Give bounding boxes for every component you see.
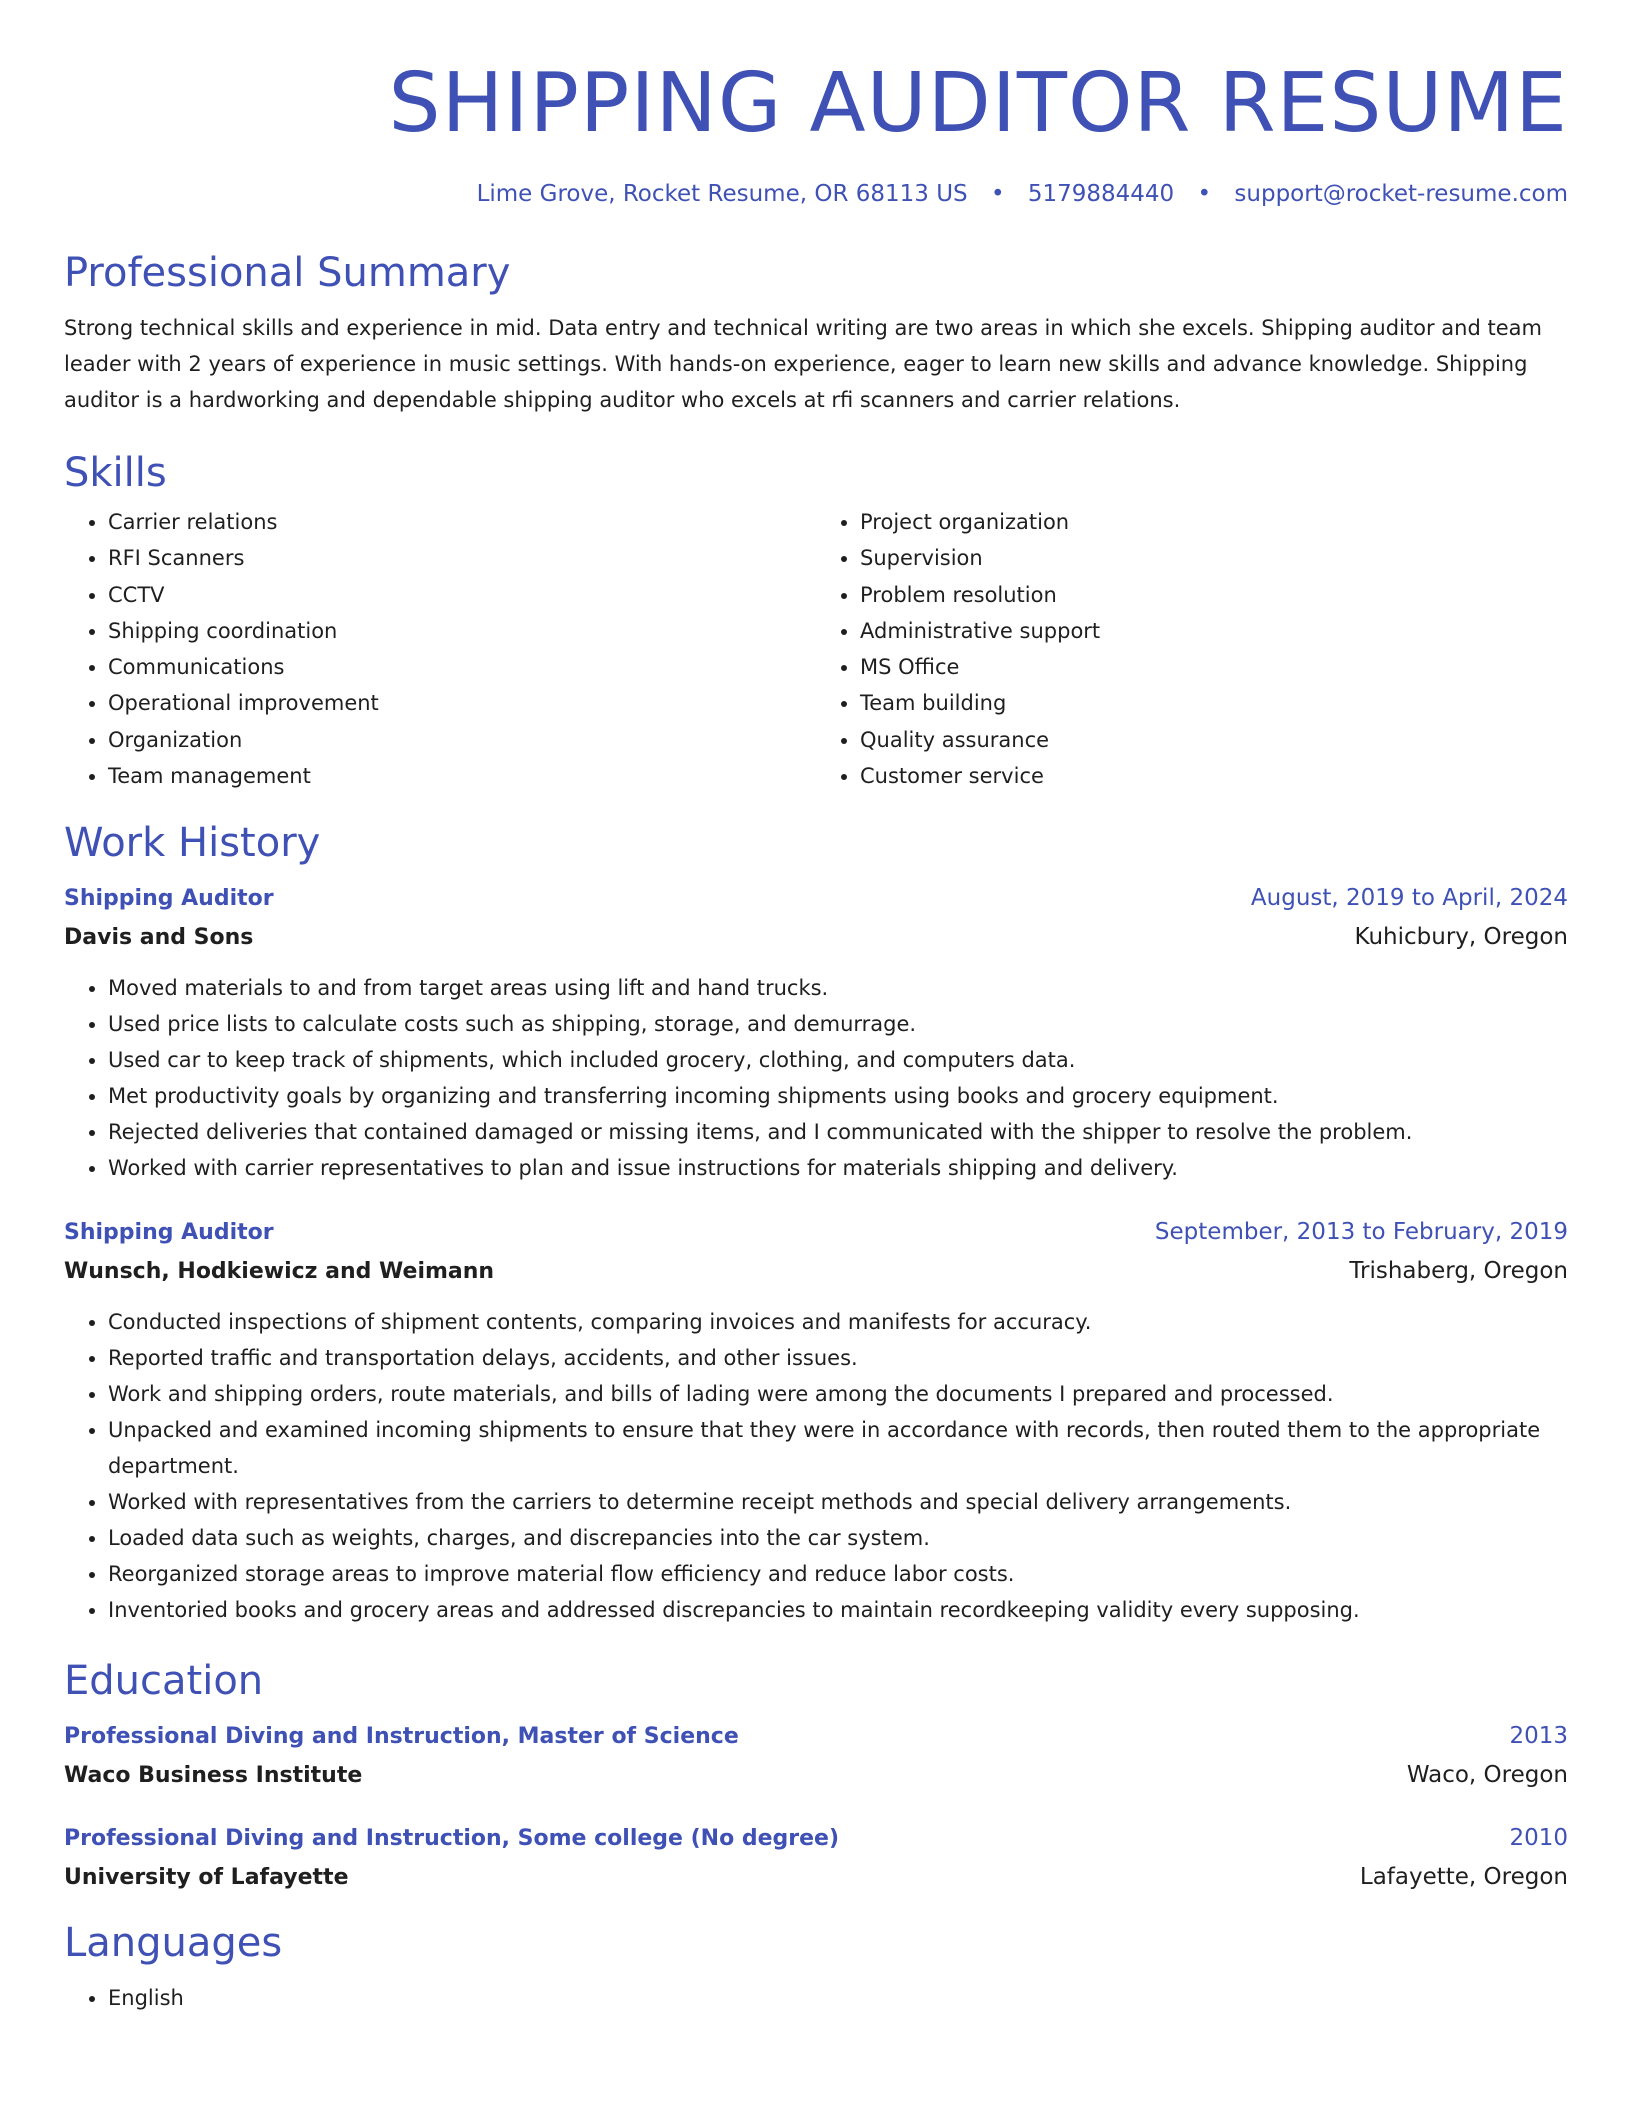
duty-item: • Rejected deliveries that contained damaged or missing items, and I communicated with the shipper to resolve the problem.: [108, 1114, 1568, 1150]
duty-item: • Inventoried books and grocery areas and addressed discrepancies to maintain recordkeeping validity every supposing.: [108, 1592, 1568, 1628]
work-entry-subheader: [64, 917, 1568, 958]
duty-item: • Conducted inspections of shipment contents, comparing invoices and manifests for accuracy.: [108, 1304, 1568, 1340]
degree-name: Professional Diving and Instruction, Some college (No degree): [64, 1826, 840, 1852]
skill-item: • Quality assurance: [860, 722, 1568, 758]
duty-item: • Loaded data such as weights, charges, and discrepancies into the car system.: [108, 1520, 1568, 1556]
job-duties: [64, 1304, 1568, 1628]
graduation-year: 2013: [1509, 1723, 1568, 1750]
company-name: Davis and Sons: [64, 925, 254, 951]
resume-title: SHIPPING AUDITOR RESUME: [388, 56, 1568, 151]
duty-item: • Moved materials to and from target areas using lift and hand trucks.: [108, 970, 1568, 1006]
skill-item: • MS Office: [860, 649, 1568, 685]
job-location: Trishaberg, Oregon: [1349, 1258, 1568, 1285]
skill-item: • Administrative support: [860, 613, 1568, 649]
contact-separator: •: [990, 181, 1005, 207]
education-entry: [64, 1718, 1568, 1796]
skill-item: • Problem resolution: [860, 577, 1568, 613]
skills-list-left: [64, 504, 816, 794]
contact-separator: •: [1197, 181, 1212, 207]
skill-item: • Customer service: [860, 758, 1568, 794]
work-entry-header: [64, 1214, 1568, 1251]
skills-list-right: [816, 504, 1568, 794]
education-entry: [64, 1820, 1568, 1898]
job-duties: [64, 970, 1568, 1186]
education-heading: Education: [64, 1658, 264, 1705]
work-entry-subheader: [64, 1251, 1568, 1292]
job-title: Shipping Auditor: [64, 886, 274, 912]
duty-item: • Work and shipping orders, route materials, and bills of lading were among the documents I prepared and processed.: [108, 1376, 1568, 1412]
skill-item: • Team building: [860, 685, 1568, 721]
duty-item: • Worked with representatives from the carriers to determine receipt methods and special delivery arrangements.: [108, 1484, 1568, 1520]
duty-item: • Used car to keep track of shipments, which included grocery, clothing, and computers data.: [108, 1042, 1568, 1078]
skill-item: • Team management: [108, 758, 816, 794]
work-entry-header: [64, 880, 1568, 917]
duty-item: • Unpacked and examined incoming shipments to ensure that they were in accordance with records, then routed them to the appropriate department.: [108, 1412, 1568, 1484]
job-dates: August, 2019 to April, 2024: [1250, 885, 1568, 912]
skills-columns: [64, 504, 1568, 794]
skill-item: • Organization: [108, 722, 816, 758]
summary-heading: Professional Summary: [64, 250, 511, 296]
duty-item: • Met productivity goals by organizing and transferring incoming shipments using books and grocery equipment.: [108, 1078, 1568, 1114]
language-item: • English: [108, 1980, 1568, 2016]
job-title: Shipping Auditor: [64, 1220, 274, 1246]
skill-item: • Project organization: [860, 504, 1568, 540]
skill-item: • RFI Scanners: [108, 540, 816, 576]
education-entry-subheader: [64, 1755, 1568, 1796]
company-name: Wunsch, Hodkiewicz and Weimann: [64, 1259, 495, 1285]
graduation-year: 2010: [1509, 1825, 1568, 1852]
job-dates: September, 2013 to February, 2019: [1154, 1219, 1568, 1246]
job-location: Kuhicbury, Oregon: [1354, 924, 1568, 951]
contact-email: support@rocket-resume.com: [1234, 181, 1568, 207]
degree-name: Professional Diving and Instruction, Master of Science: [64, 1724, 739, 1750]
duty-item: • Used price lists to calculate costs such as shipping, storage, and demurrage.: [108, 1006, 1568, 1042]
languages-heading: Languages: [64, 1920, 283, 1967]
work-history-heading: Work History: [64, 820, 321, 867]
duty-item: • Worked with carrier representatives to plan and issue instructions for materials shipping and delivery.: [108, 1150, 1568, 1186]
education-entry-subheader: [64, 1857, 1568, 1898]
contact-phone: 5179884440: [1027, 181, 1175, 207]
education-entry-header: [64, 1718, 1568, 1755]
school-name: Waco Business Institute: [64, 1763, 363, 1789]
duty-item: • Reorganized storage areas to improve material flow efficiency and reduce labor costs.: [108, 1556, 1568, 1592]
resume-header: [64, 0, 1568, 210]
contact-line: [64, 178, 1568, 210]
languages-list: [64, 1980, 1568, 2016]
duty-item: • Reported traffic and transportation delays, accidents, and other issues.: [108, 1340, 1568, 1376]
work-entry: [64, 880, 1568, 1186]
work-entry: [64, 1214, 1568, 1628]
school-name: University of Lafayette: [64, 1865, 349, 1891]
skill-item: • Communications: [108, 649, 816, 685]
contact-address: Lime Grove, Rocket Resume, OR 68113 US: [476, 181, 968, 207]
skill-item: • CCTV: [108, 577, 816, 613]
skill-item: • Supervision: [860, 540, 1568, 576]
skill-item: • Operational improvement: [108, 685, 816, 721]
school-location: Lafayette, Oregon: [1359, 1864, 1568, 1891]
skills-heading: Skills: [64, 450, 167, 496]
summary-text: Strong technical skills and experience in mid. Data entry and technical writing are two areas in which she excels. Shipping auditor and team leader with 2 years of experience in music settings. With hands-on experience, eager to learn new skills and advance knowledge. Shipping auditor is a hardworking and dependable shipping auditor who excels at rfi scanners and carrier relations.: [64, 316, 1542, 412]
school-location: Waco, Oregon: [1406, 1762, 1568, 1789]
skill-item: • Shipping coordination: [108, 613, 816, 649]
education-entry-header: [64, 1820, 1568, 1857]
skill-item: • Carrier relations: [108, 504, 816, 540]
